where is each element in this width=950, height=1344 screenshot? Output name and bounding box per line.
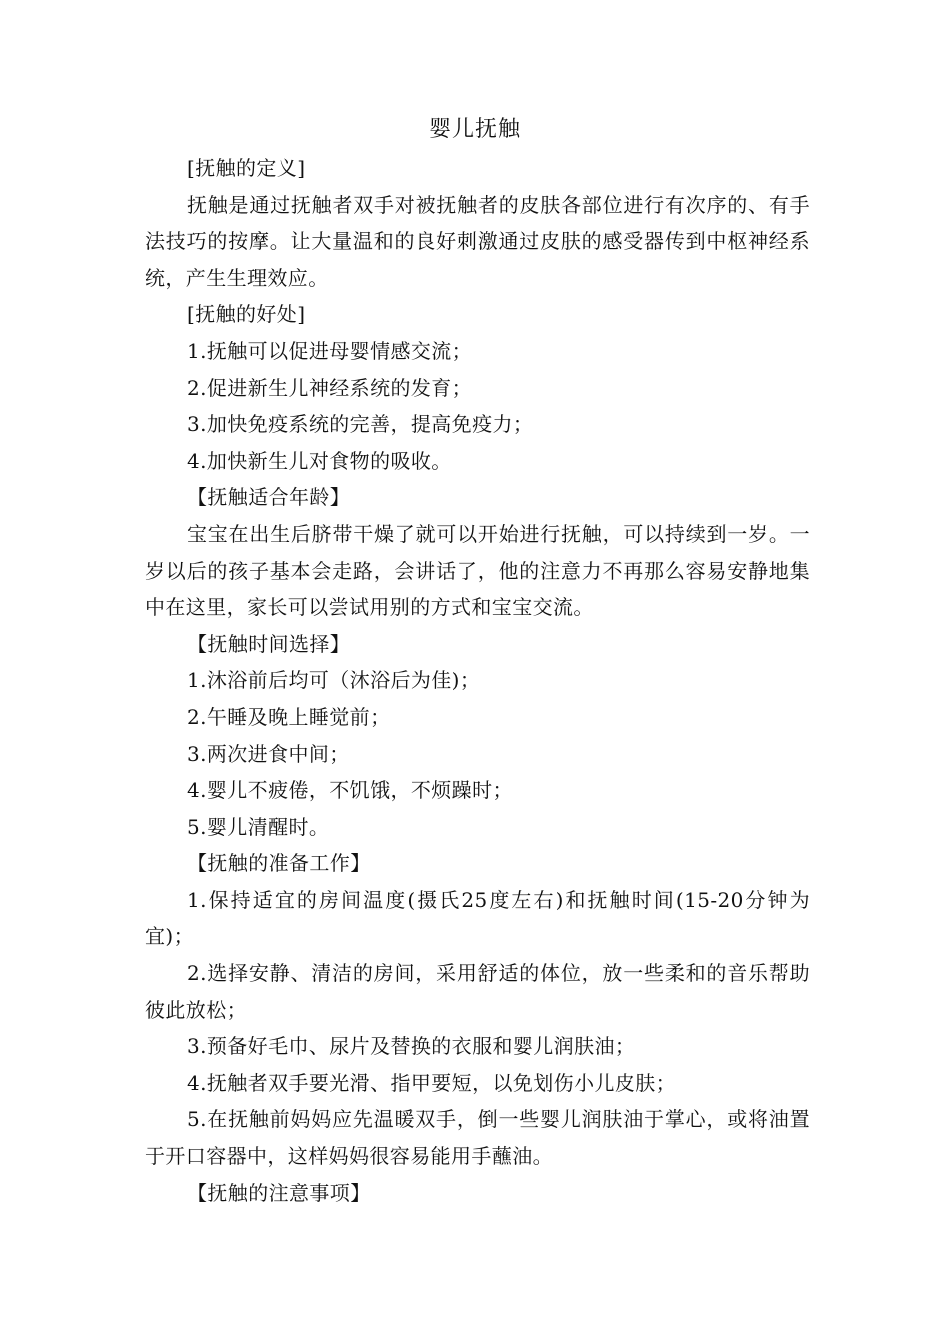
list-item: 4.抚触者双手要光滑、指甲要短，以免划伤小儿皮肤； [187, 1070, 677, 1095]
list-item: 2.促进新生儿神经系统的发育； [187, 375, 473, 400]
list-item: 1.保持适宜的房间温度(摄氏25度左右)和抚触时间(15-20分钟为宜)； [145, 887, 810, 949]
list-item: 5.婴儿清醒时。 [187, 814, 330, 839]
section-heading-definition: [抚触的定义] [187, 156, 306, 180]
section-heading-timing: 【抚触时间选择】 [187, 631, 351, 656]
paragraph-age: 宝宝在出生后脐带干燥了就可以开始进行抚触，可以持续到一岁。一岁以后的孩子基本会走路，会讲话了，他的注意力不再那么容易安静地集中在这里，家长可以尝试用别的方式和宝宝交流。 [145, 521, 810, 620]
section-heading-preparation: 【抚触的准备工作】 [187, 851, 371, 876]
list-item: 1.沐浴前后均可（沐浴后为佳)； [187, 668, 481, 693]
list-item: 3.加快免疫系统的完善，提高免疫力； [187, 412, 534, 437]
section-heading-age: 【抚触适合年龄】 [187, 485, 351, 510]
page-title: 婴儿抚触 [428, 117, 521, 142]
section-heading-benefits: [抚触的好处] [187, 302, 306, 327]
paragraph-definition: 抚触是通过抚触者双手对被抚触者的皮肤各部位进行有次序的、有手法技巧的按摩。让大量温和的良好刺激通过皮肤的感受器传到中枢神经系统，产生生理效应。 [145, 192, 810, 290]
section-heading-precautions: 【抚触的注意事项】 [187, 1180, 371, 1205]
list-item: 5.在抚触前妈妈应先温暖双手，倒一些婴儿润肤油于掌心，或将油置于开口容器中，这样妈妈很容易能用手蘸油。 [145, 1107, 810, 1169]
list-item: 2.午睡及晚上睡觉前； [187, 704, 391, 729]
list-item: 1.抚触可以促进母婴情感交流； [187, 338, 473, 363]
list-item: 4.婴儿不疲倦，不饥饿，不烦躁时； [187, 778, 513, 803]
document-body [145, 150, 810, 1211]
list-item: 3.两次进食中间； [187, 741, 350, 766]
list-item: 4.加快新生儿对食物的吸收。 [187, 448, 452, 473]
list-item: 2.选择安静、清洁的房间，采用舒适的体位，放一些柔和的音乐帮助彼此放松； [145, 961, 810, 1022]
list-item: 3.预备好毛巾、尿片及替换的衣服和婴儿润肤油； [187, 1034, 636, 1059]
